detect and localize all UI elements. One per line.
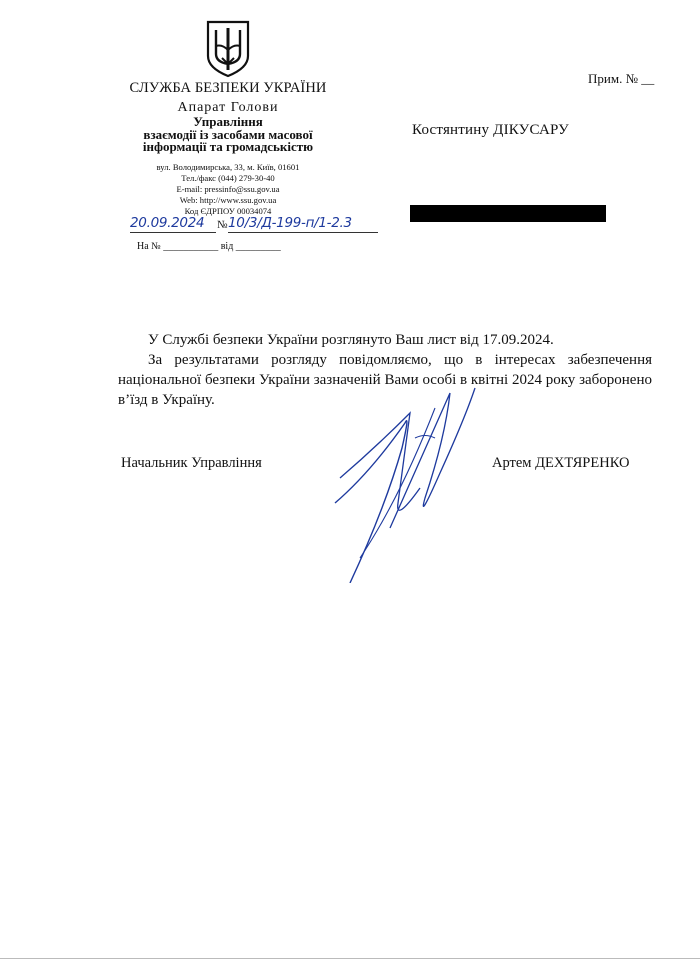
website: Web: http://www.ssu.gov.ua: [179, 195, 277, 205]
signer-name: Артем ДЕХТЯРЕНКО: [492, 455, 630, 471]
reply-from-label: від: [220, 241, 234, 252]
department-name: [110, 116, 346, 154]
department-line-1: Управління: [193, 114, 263, 129]
department-line-2: взаємодії із засобами масової: [143, 126, 313, 142]
reply-to-label: На №: [137, 241, 161, 252]
trident-emblem-icon: [204, 18, 252, 78]
signer-title: Начальник Управління: [121, 455, 262, 471]
recipient-name: Костянтину ДІКУСАРУ: [412, 122, 569, 138]
organization-name: СЛУЖБА БЕЗПЕКИ УКРАЇНИ: [129, 80, 327, 96]
number-underline: [228, 232, 378, 233]
email: E-mail: pressinfo@ssu.gov.ua: [176, 184, 280, 194]
phone: Тел./факс (044) 279-30-40: [181, 173, 275, 183]
outgoing-date: 20.09.2024: [130, 215, 205, 231]
body-paragraph-2: За результатами розгляду повідомляємо, що в інтересах забезпечення національної безпеки України зазначеній Вами особі в квітні 2024 року заборонено в’їзд в Україну.: [118, 352, 652, 408]
apparatus-name: Апарат Голови: [177, 100, 279, 115]
page-edge-line: [0, 958, 700, 959]
reply-from-blank: _________: [235, 241, 281, 252]
edrpou-code: Код ЄДРПОУ 00034074: [184, 206, 272, 216]
reply-to-line: [137, 241, 281, 252]
outgoing-registration: [130, 215, 390, 237]
body-paragraph-1: У Службі безпеки України розглянуто Ваш лист від 17.09.2024.: [148, 332, 554, 348]
handwritten-signature: [330, 378, 490, 583]
number-sign: №: [217, 219, 228, 231]
copy-number: Прим. № __: [588, 71, 655, 86]
date-underline: [130, 232, 216, 233]
address: вул. Володимирська, 33, м. Київ, 01601: [156, 162, 300, 172]
redacted-block: [410, 205, 606, 222]
outgoing-number: 10/3/Д-199-п/1-2.3: [228, 215, 352, 231]
reply-to-blank: ___________: [163, 241, 219, 252]
department-line-3: інформації та громадськістю: [142, 139, 314, 154]
